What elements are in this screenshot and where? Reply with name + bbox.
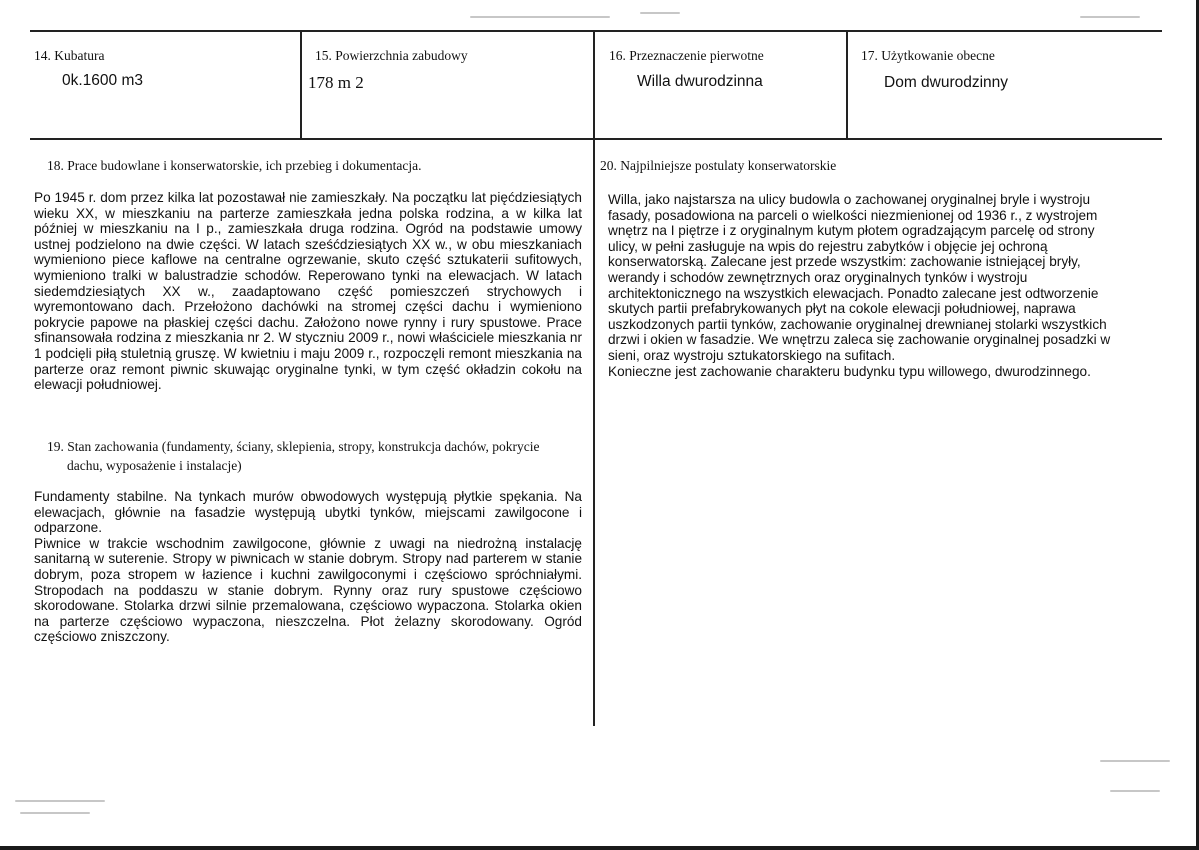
section-19-text	[34, 489, 582, 645]
field-15-label: 15. Powierzchnia zabudowy	[315, 48, 468, 63]
section-20-line: sieni, oraz wystroju sztukatorskiego na sufitach.	[608, 347, 896, 363]
section-20-text	[608, 192, 1148, 379]
section-19-title-line-2: dachu, wyposażenie i instalacje)	[67, 458, 242, 473]
section-20-line: werandy i schodów zewnętrznych oraz oryginalnych tynków i wystroju	[608, 269, 1028, 285]
section-19-title-line-1: 19. Stan zachowania (fundamenty, ściany, sklepienia, stropy, konstrukcja dachów, pokrycie	[47, 439, 540, 454]
scan-noise	[640, 12, 680, 14]
scan-noise	[470, 16, 610, 18]
section-18-title: 18. Prace budowlane i konserwatorskie, ich przebieg i dokumentacja.	[47, 158, 422, 173]
scan-edge-bottom	[0, 846, 1199, 850]
field-17-value: Dom dwurodzinny	[884, 74, 1009, 91]
scan-noise	[20, 812, 90, 814]
section-20-line: skutych partii prefabrykowanych płyt na cokole elewacji południowej, naprawa	[608, 301, 1076, 317]
section-19-title	[47, 437, 577, 475]
section-20-line: Konieczne jest zachowanie charakteru budynku typu willowego, dwurodzinnego.	[608, 363, 1091, 379]
section-20-line: Willa, jako najstarsza na ulicy budowla o zachowanej oryginalnej bryle i wystroju	[608, 192, 1091, 207]
section-19-paragraph-1: Fundamenty stabilne. Na tynkach murów obwodowych występują płytkie spękania. Na elewacjach, głównie na fasadzie występują ubytki tynków, miejscami zawilgocone i odparzone.	[34, 489, 582, 536]
section-18-text: Po 1945 r. dom przez kilka lat pozostawał nie zamieszkały. Na początku lat pięćdziesiątych wieku XX, w mieszkaniu na parterze zamieszkała jedna polska rodzina, a w kilka lat później w mieszkaniu na I p., zamieszkała druga rodzina. Ogród na podstawie umowy ustnej podzielono na dwie części. W latach sześćdziesiątych XX w., w obu mieszkaniach wymieniono piece kaflowe na centralne ogrzewanie, skuto część sztukaterii sufitowych, wymieniono tralki w balustradzie schodów. Reperowano tynki na elewacjach. W latach siedemdziesiątych XX w., zaadaptowano część pomieszczeń strychowych i wyremontowano dach. Przełożono dachówki na stromej części dachu i wymieniono pokrycie papowe na płaskiej części dachu. Założono nowe rynny i rury spustowe. Prace sfinansowała rodzina z mieszkania nr 2. W styczniu 2009 r., nowi właściciele mieszkania nr 1 podcięli piłą stuletnią gruszę. W kwietniu i maju 2009 r., rozpoczęli remont mieszkania na parterze oraz remont piwnic skuwając oryginalne tynki, w tym część okładzin cokołu na elewacji południowej.	[34, 190, 582, 393]
header-divider-3	[846, 31, 848, 139]
scan-noise	[1110, 790, 1160, 792]
section-20-line: architektonicznego na wszystkich elewacjach. Ponadto zalecane jest odtworzenie	[608, 285, 1099, 301]
section-20-line: wnętrz na I piętrze i z oryginalnym kutym płotem ogradzającym parcelę od strony	[608, 223, 1095, 239]
main-column-divider	[593, 31, 595, 726]
field-17-label: 17. Użytkowanie obecne	[861, 48, 995, 63]
field-16-label: 16. Przeznaczenie pierwotne	[609, 48, 764, 63]
field-15-value: 178 m 2	[308, 73, 364, 92]
field-14-value: 0k.1600 m3	[62, 72, 143, 89]
field-14-label: 14. Kubatura	[34, 48, 105, 63]
table-header-bottom-rule	[30, 138, 1162, 140]
section-20-line: drzwi i okien w fasadzie. We wnętrzu zaleca się zachowanie oryginalnej posadzki w	[608, 332, 1111, 348]
section-19-paragraph-2: Piwnice w trakcie wschodnim zawilgocone, głównie z uwagi na niedrożną instalację sanitarną w suterenie. Stropy w piwnicach w stanie dobrym. Stropy nad parterem w stanie dobrym, poza stropem w łazience i kuchni zawilgoconymi i częściowo spróchniałymi. Stropodach na poddaszu w stanie dobrym. Rynny oraz rury spustowe częściowo skorodowane. Stolarka drzwi silnie przemalowana, częściowo wypaczona. Stolarka okien na parterze częściowo wypaczona, nieszczelna. Płot żelazny skorodowany. Ogród częściowo zniszczony.	[34, 535, 582, 645]
section-20-line: konserwatorską. Zalecane jest przede wszystkim: zachowanie istniejącej bryły,	[608, 254, 1081, 270]
scan-noise	[1080, 16, 1140, 18]
scan-noise	[15, 800, 105, 802]
table-top-rule	[30, 30, 1162, 32]
section-20-line: fasady, posadowiona na parceli o wielkości niezmienionej od 1936 r., z wystrojem	[608, 207, 1098, 223]
field-16-value: Willa dwurodzinna	[637, 73, 763, 90]
section-20-title: 20. Najpilniejsze postulaty konserwatorskie	[600, 158, 837, 173]
header-divider-1	[300, 31, 302, 139]
scan-noise	[1100, 760, 1170, 762]
section-20-line: uszkodzonych partii tynków, zachowanie oryginalnej drewnianej stolarki wszystkich	[608, 316, 1107, 332]
section-20-line: ulicy, w pełni zasługuje na wpis do rejestru zabytków i objęcie jej ochroną	[608, 238, 1048, 254]
